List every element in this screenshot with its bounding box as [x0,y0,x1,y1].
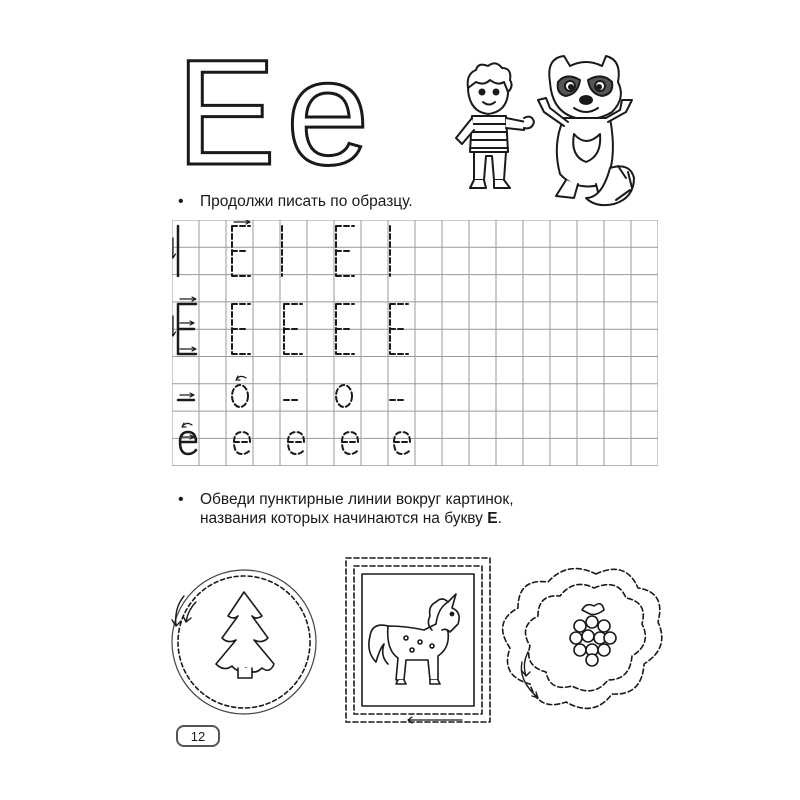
grid-lines [172,220,658,466]
bullet-icon: • [178,193,184,210]
instruction-period: . [497,510,502,527]
fir-tree-item[interactable] [172,570,316,714]
fir-tree-icon [216,592,274,678]
instruction-trace [178,192,413,211]
sample-strokes [178,226,196,454]
unicorn-item[interactable] [346,558,490,723]
raccoon-icon [538,56,634,205]
bullet-icon: • [178,491,184,508]
writing-grid [172,220,658,466]
instruction-outline [178,490,514,528]
blackberry-item[interactable] [503,569,662,709]
heading-letter-upper: E [176,52,277,172]
instruction-trace-text: Продолжи писать по образцу. [200,193,413,210]
characters-illustration [446,52,636,210]
heading-letters [176,52,376,172]
unicorn-icon [369,594,459,684]
page-number-badge [176,725,220,747]
dashed-tracing-letters [232,226,410,454]
instruction-outline-line2: названия которых начинаются на букву [200,510,488,527]
blackberry-icon [570,604,616,666]
instruction-letter: Е [487,510,498,527]
pictures-row [166,552,666,728]
heading-letter-lower: e [286,52,370,172]
boy-icon [456,63,534,188]
instruction-outline-line1: Обведи пунктирные линии вокруг картинок, [200,491,514,508]
page-number: 12 [190,728,206,744]
